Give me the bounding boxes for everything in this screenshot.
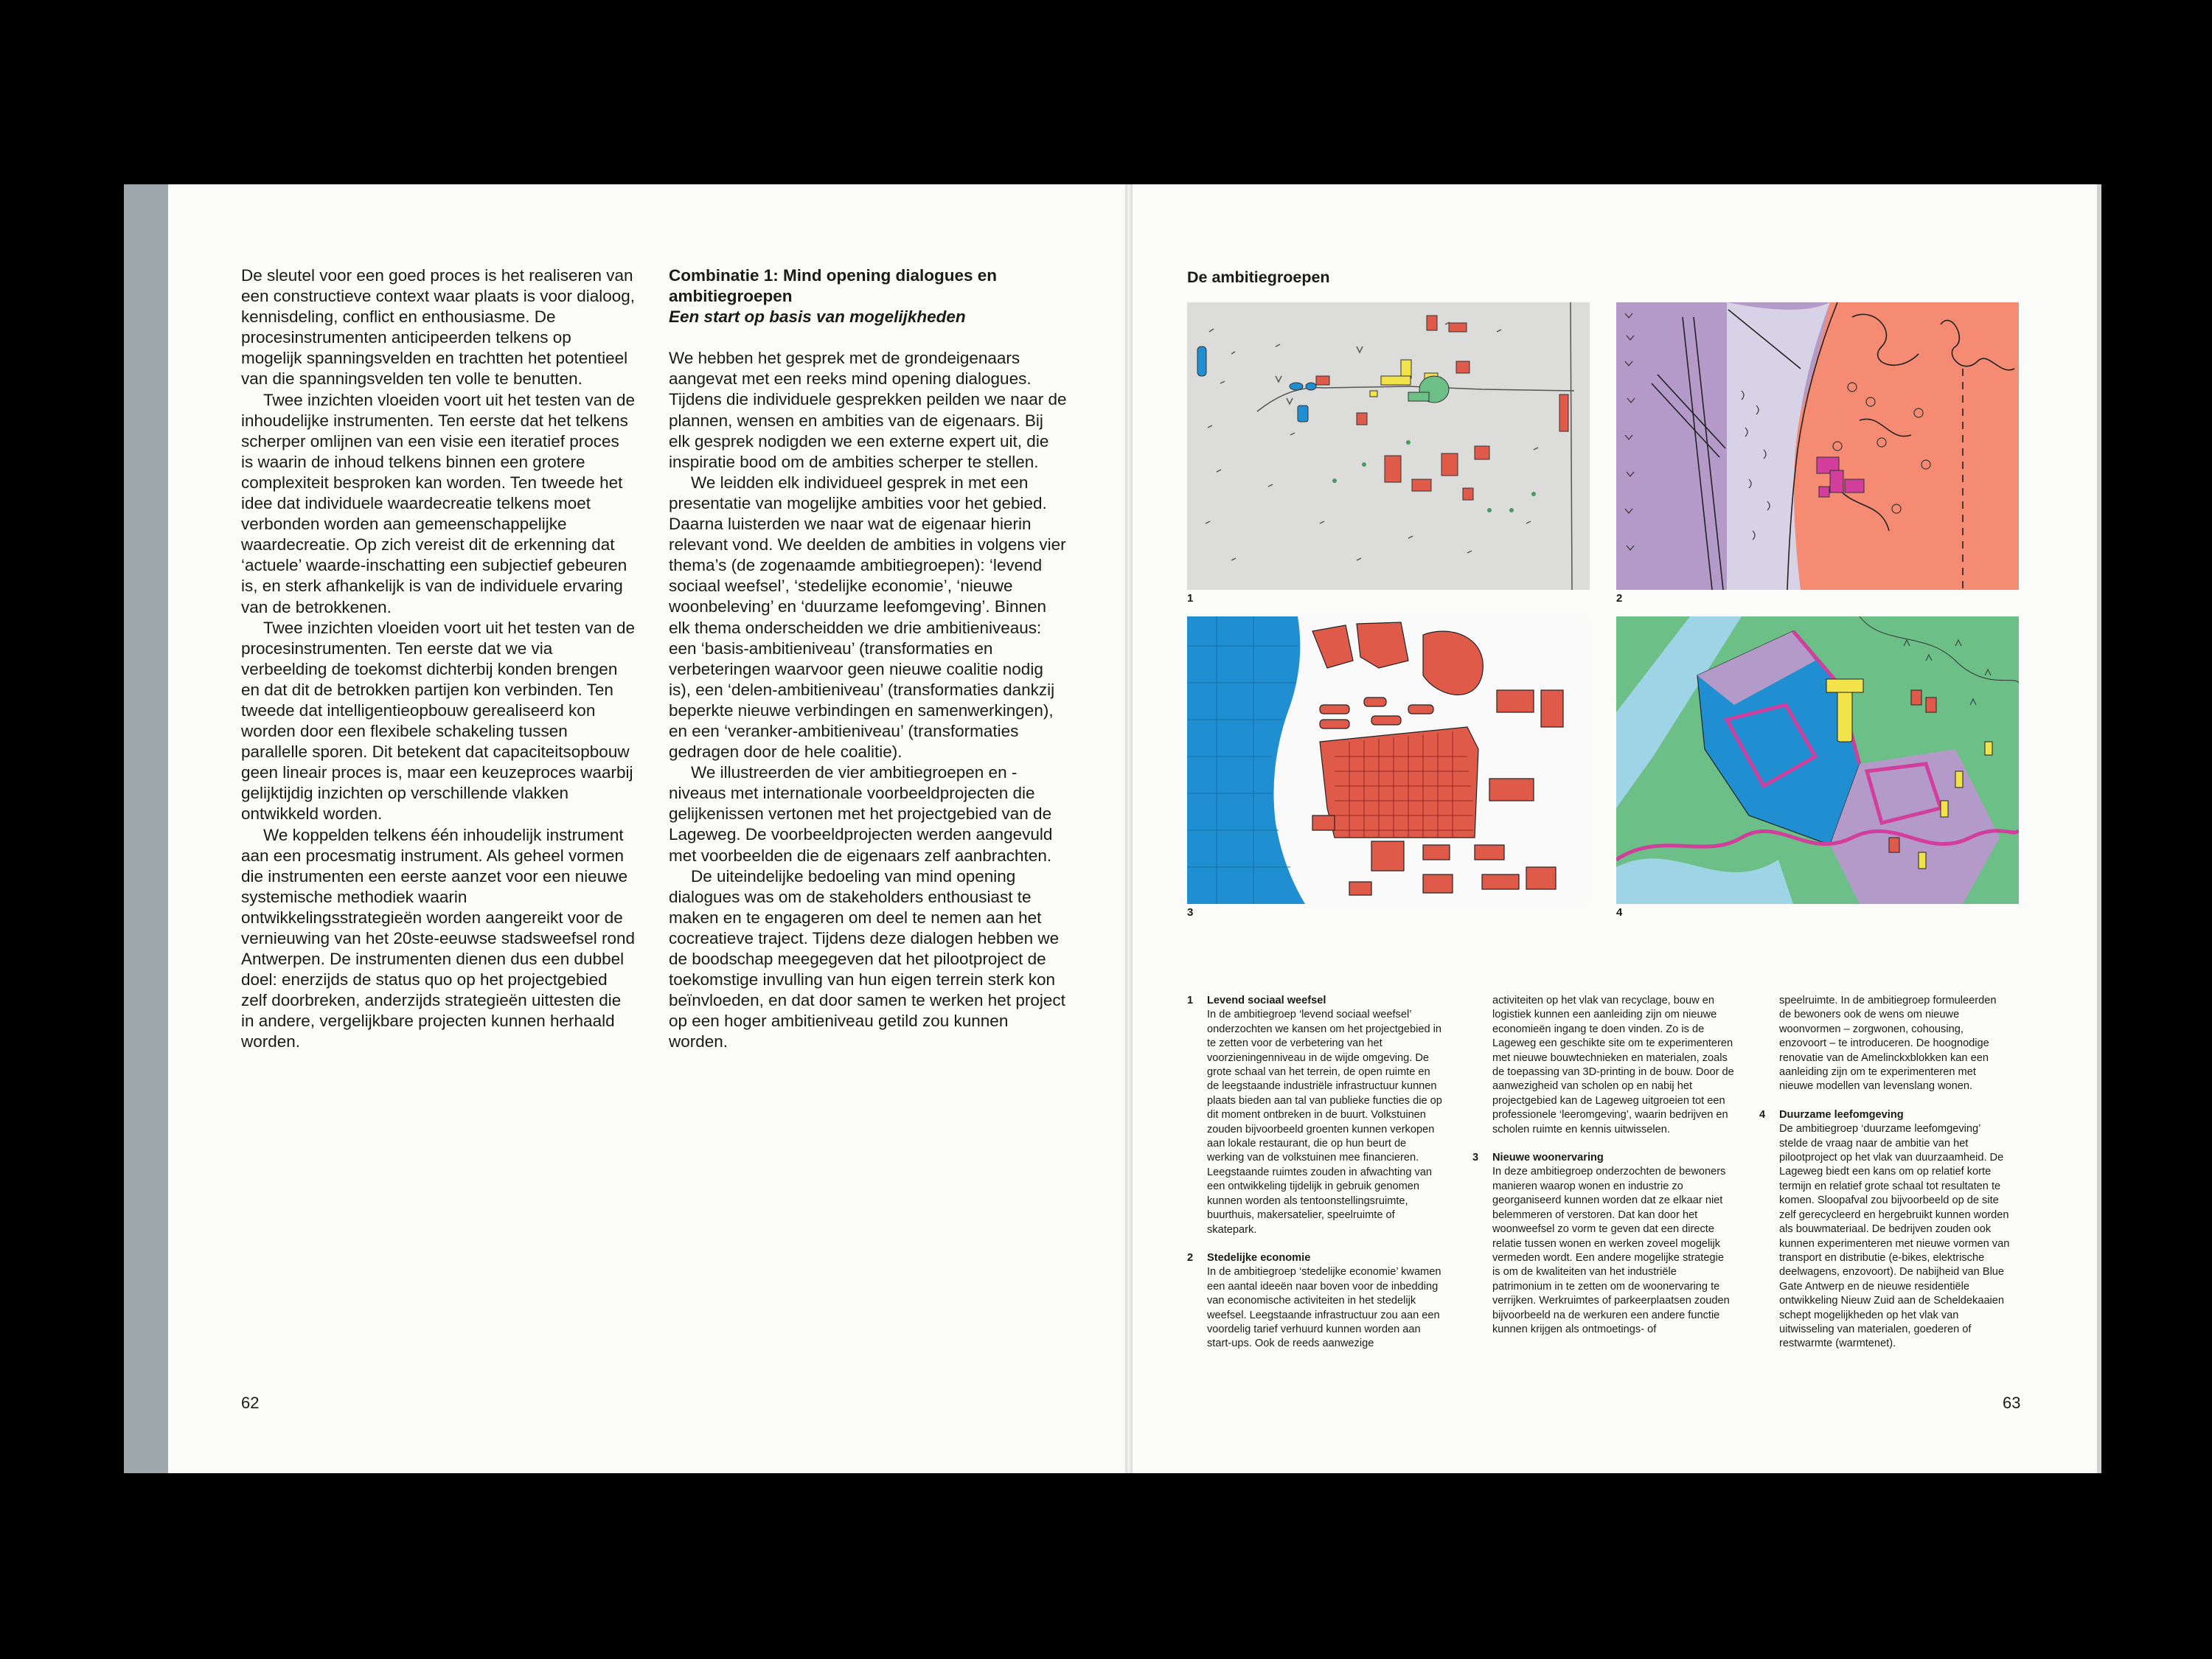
caption-number: 1	[1187, 995, 1194, 1006]
section-subheading: Een start op basis van mogelijkheden	[669, 307, 966, 327]
caption-item	[1472, 994, 1734, 1137]
page-number: 63	[2003, 1394, 2021, 1412]
page-gutter	[1125, 184, 1133, 1473]
figure-number: 2	[1616, 592, 1623, 605]
paragraph: Twee inzichten vloeiden voort uit het testen van de procesinstrumenten. Ten eerste dat we via verbeelding de toekomst dichterbij konden brengen en dat dit de betrokken partijen kon verbinden. Ten tweede dat intelligentieopbouw gerealiseerd kon worden door een flexibele schakeling tussen parallelle sporen. Dit betekent dat capaciteitsopbouw geen lineair proces is, maar een keuzeproces waarbij gelijktijdig inzichten op verschillende vlakken ontwikkeld worden.	[241, 618, 636, 824]
caption-body: speelruimte. In de ambitiegroep formuleerden de bewoners ook de wens om nieuwe woonvormen – zorgwonen, cohousing, enzovoort – te introduceren. De hoognodige renovatie van de Amelinckxblokken kan een aanleiding zijn om te experimenteren met nieuwe modellen van levenslang wonen.	[1779, 995, 1997, 1093]
caption-column-3	[1759, 994, 2010, 1352]
caption-item	[1759, 994, 2010, 1094]
caption-body: In de ambitiegroep ‘levend sociaal weefsel’ onderzochten we kansen om het projectgebied in te zetten voor de verbetering van het voorzieningenniveau in de wijde omgeving. De grote schaal van het terrein, de open ruimte en de leegstaande industriële infrastructuur kunnen plaats bieden aan tal van publieke functies die op dit moment ontbreken in de buurt. Volkstuinen zouden bijvoorbeeld groenten kunnen verkopen aan lokale restaurant, die op hun beurt de werking van de volkstuinen mee financieren. Leegstaande ruimtes zouden in afwachting van een ontwikkeling tijdelijk in gebruik genomen kunnen worden als tentoonstellingsruimte, buurthuis, makersatelier, speelruimte of skatepark.	[1207, 1009, 1442, 1236]
map-drawing	[1616, 616, 2019, 904]
caption-column-2	[1472, 994, 1734, 1337]
paragraph: We leidden elk individueel gesprek in met een presentatie van mogelijke ambities voor het gebied. Daarna luisterden we naar wat de eigenaar hierin relevant vond. We deelden de ambities in volgens vier thema’s (de zogenaamde ambitiegroepen): ‘levend sociaal weefsel’, ‘stedelijke economie’, ‘nieuwe woonbeleving’ en ‘duurzame leefomgeving’. Binnen elk thema onderscheidden we drie ambitieniveaus: een ‘basis-ambitieniveau’ (transformaties en verbeteringen waarvoor geen nieuwe coalitie nodig is), een ‘delen-ambitieniveau’ (transformaties dankzij beperkte nieuwe verbindingen en samenwerkingen), en een ‘veranker-ambitieniveau’ (transformaties gedragen door de hele coalitie).	[669, 473, 1066, 762]
caption-title: Levend sociaal weefsel	[1207, 995, 1326, 1006]
paragraph: We koppelden telkens één inhoudelijk instrument aan een procesmatig instrument. Als geheel vormen die instrumenten een eerste aanzet voor een nieuwe systemische methodiek waarin ontwikkelingsstrategieën worden aangereikt voor de vernieuwing van het 20ste-eeuwse stadsweefsel rond Antwerpen. De instrumenten dienen dus een dubbel doel: enerzijds de status quo op het projectgebied zelf doorbreken, anderzijds strategieën uittesten die in andere, vergelijkbare projecten kunnen herhaald worden.	[241, 825, 636, 1051]
right-column-text	[669, 265, 1067, 1052]
caption-number: 3	[1472, 1152, 1479, 1164]
paragraph: We illustreerden de vier ambitiegroepen en -niveaus met internationale voorbeeldprojecten die gelijkenissen vertonen met het projectgebied van de Lageweg. De voorbeeldprojecten werden aangevuld met voorbeelden die de eigenaars zelf aanbrachten.	[669, 763, 1053, 865]
map-drawing	[1187, 302, 1590, 590]
caption-item	[1187, 1251, 1444, 1352]
caption-title: Stedelijke economie	[1207, 1251, 1311, 1264]
paragraph: Twee inzichten vloeiden voort uit het testen van de inhoudelijke instrumenten. Ten eerste dat het telkens scherper omlijnen van een visie een iteratief proces is waarin de inhoud telkens binnen een grotere complexiteit besproken kan worden. Ten tweede het idee dat individuele waardecreatie telkens moet verbonden worden aan gemeenschappelijke waardecreatie. Op zich vereist dit de erkenning dat ‘actuele’ waarde-inschatting een subjectief gebeuren is, en sterk afhankelijk is van de individuele ervaring van de betrokkenen.	[241, 390, 636, 616]
figure-map-3	[1187, 616, 1590, 904]
caption-number: 2	[1187, 1251, 1194, 1264]
page-edge	[2097, 184, 2101, 1473]
caption-item	[1472, 1151, 1734, 1337]
paragraph: De sleutel voor een goed proces is het realiseren van een constructieve context waar plaats is voor dialoog, kennisdeling, conflict en enthousiasme. De procesinstrumenten anticipeerden telkens op mogelijk spanningsvelden en trachtten het potentieel van die spanningsvelden ten volle te benutten.	[241, 266, 636, 389]
figure-map-2	[1616, 302, 2019, 590]
caption-number: 4	[1759, 1108, 1766, 1121]
figure-map-4	[1616, 616, 2019, 904]
book-spine-edge	[124, 184, 170, 1473]
figure-map-1	[1187, 302, 1590, 590]
paragraph: De uiteindelijke bedoeling van mind opening dialogues was om de stakeholders enthousiast te maken en te engageren om deel te nemen aan het cocreatieve traject. Tijdens deze dialogen hebben we de boodschap meegegeven dat het pilootproject de toekomstige invulling van hun eigen terrein sterk kon beïnvloeden, en dat door samen te werken het project op een hoger ambitieniveau getild zou kunnen worden.	[669, 866, 1065, 1051]
caption-body: De ambitiegroep ‘duurzame leefomgeving’ stelde de vraag naar de ambitie van het pilootproject op het vlak van duurzaamheid. De Lageweg biedt een kans om op relatief korte termijn en relatief grote schaal tot resultaten te komen. Sloopafval zou bijvoorbeeld op de site zelf gerecycleerd en hergebruikt kunnen worden als bouwmateriaal. De bedrijven zouden ook kunnen experimenteren met nieuwe vormen van transport en distributie (e-bikes, elektrische deelwagens, enzovoort). De nabijheid van Blue Gate Antwerp en de nieuwe residentiële ontwikkeling Nieuw Zuid aan de Scheldekaaien schept mogelijkheden op het vlak van uitwisseling van materialen, goederen of restwarmte (warmtenet).	[1779, 1123, 2010, 1350]
caption-item	[1759, 1108, 2010, 1352]
map-drawing	[1187, 616, 1590, 904]
caption-body: activiteiten op het vlak van recyclage, bouw en logistiek kunnen een aanleiding zijn om nieuwe economieën ingang te doen vinden. Zo is de Lageweg een geschikte site om te experimenteren met nieuwe bouwtechnieken en materialen, zoals de toepassing van 3D-printing in de bouw. Door de aanwezigheid van scholen op en nabij het projectgebied kan de Lageweg uitgroeien tot een professionele ‘leeromgeving’, waarin bedrijven en scholen ruimte en kennis uitwisselen.	[1492, 995, 1734, 1135]
caption-body: In de ambitiegroep ‘stedelijke economie’ kwamen een aantal ideeën naar boven voor de inbedding van economische activiteiten in het stedelijk weefsel. Leegstaande infrastructuur zou aan een voordelig tarief verhuurd kunnen worden aan start-ups. Ook de reeds aanwezige	[1207, 1266, 1441, 1350]
caption-title: Duurzame leefomgeving	[1779, 1108, 1904, 1121]
figure-number: 4	[1616, 906, 1623, 919]
page-title: De ambitiegroepen	[1187, 268, 1330, 286]
caption-column-1	[1187, 994, 1444, 1352]
paragraph: We hebben het gesprek met de grondeigenaars aangevat met een reeks mind opening dialogues. Tijdens die individuele gesprekken peilden we naar de plannen, wensen en ambities van de eigenaars. Bij elk gesprek nodigden we een externe expert uit, die inspiratie bood om de ambities scherper te stellen.	[669, 349, 1067, 471]
caption-item	[1187, 994, 1444, 1237]
map-drawing	[1616, 302, 2019, 590]
left-column-text	[241, 265, 636, 1053]
figure-number: 3	[1187, 906, 1194, 919]
caption-title: Nieuwe woonervaring	[1492, 1152, 1604, 1164]
section-heading: Combinatie 1: Mind opening dialogues en ambitiegroepen	[669, 266, 998, 306]
page-number: 62	[241, 1394, 260, 1412]
figure-number: 1	[1187, 592, 1194, 605]
caption-body: In deze ambitiegroep onderzochten de bewoners manieren waarop wonen en industrie zo georganiseerd kunnen worden dat ze elkaar niet belemmeren of verstoren. Dat kan door het woonweefsel zo vorm te geven dat een directe relatie tussen wonen en werken zoveel mogelijk vermeden wordt. Een andere mogelijke strategie is om de kwaliteiten van het industriële patrimonium in te zetten om de woonervaring te verrijken. Werkruimtes of parkeerplaatsen zouden bijvoorbeeld na de werkuren een andere functie kunnen krijgen als ontmoetings- of	[1492, 1166, 1730, 1335]
